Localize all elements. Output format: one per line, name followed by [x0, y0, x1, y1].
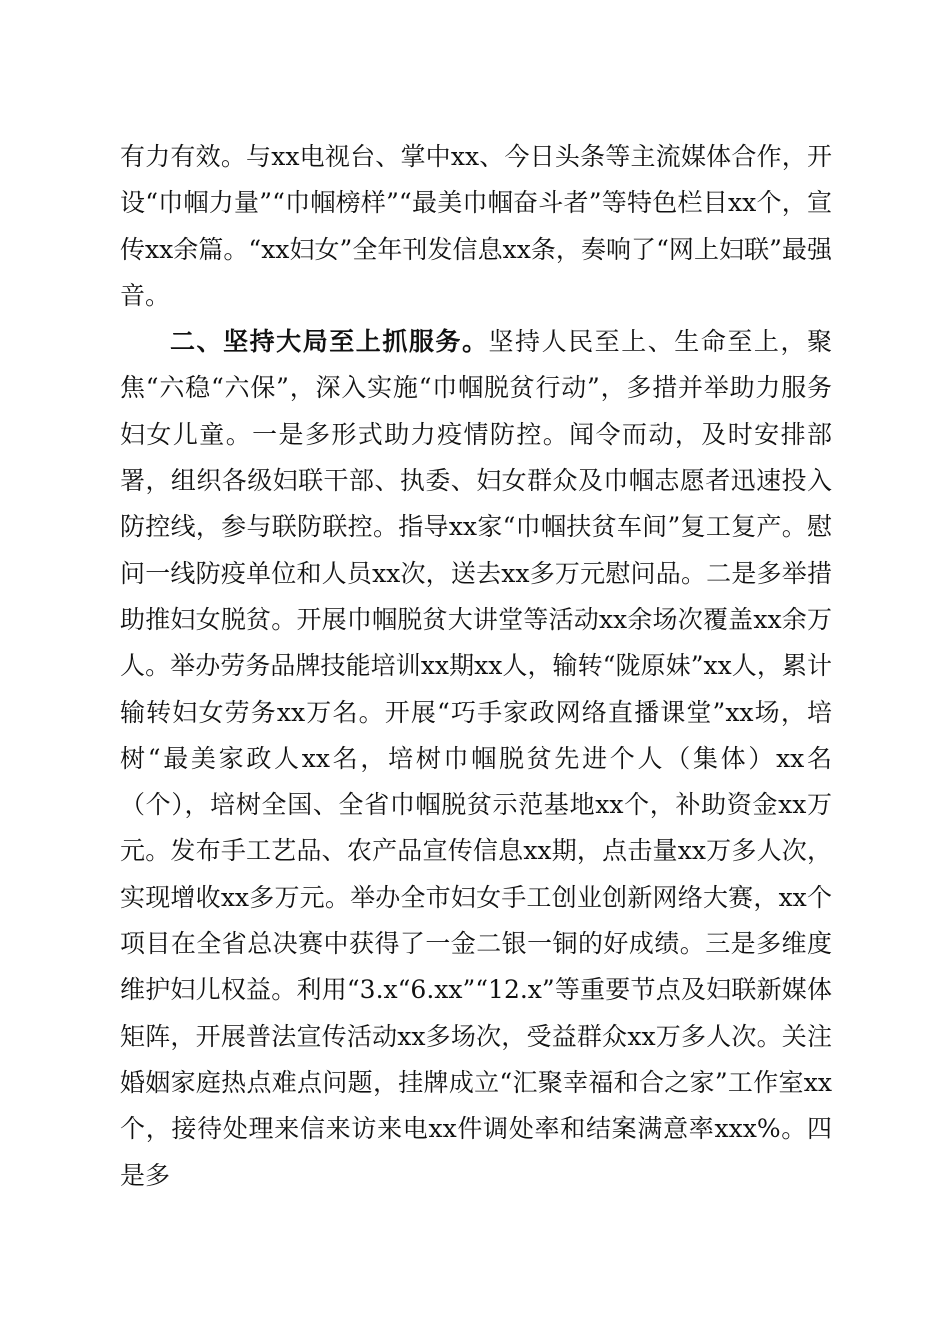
- section-body: 坚持人民至上、生命至上，聚焦“六稳“六保”，深入实施“巾帼脱贫行动”，多措并举助力服务妇女儿童。一是多形式助力疫情防控。闻令而动，及时安排部署，组织各级妇联干部、执委、妇女群众及巾帼志愿者迅速投入防控线，参与联防联控。指导xx家“巾帼扶贫车间”复工复产。慰问一线防疫单位和人员xx次，送去xx多万元慰问品。二是多举措助推妇女脱贫。开展巾帼脱贫大讲堂等活动xx余场次覆盖xx余万人。举办劳务品牌技能培训xx期xx人，输转“陇原妹”xx人，累计输转妇女劳务xx万名。开展“巧手家政网络直播课堂”xx场，培树“最美家政人xx名，培树巾帼脱贫先进个人（集体）xx名（个），培树全国、全省巾帼脱贫示范基地xx个，补助资金xx万元。发布手工艺品、农产品宣传信息xx期，点击量xx万多人次，实现增收xx多万元。举办全市妇女手工创业创新网络大赛，xx个项目在全省总决赛中获得了一金二银一铜的好成绩。三是多维度维护妇儿权益。利用“3.x“6.xx”“12.x”等重要节点及妇联新媒体矩阵，开展普法宣传活动xx多场次，受益群众xx万多人次。关注婚姻家庭热点难点问题，挂牌成立“汇聚幸福和合之家”工作室xx个，接待处理来信来访来电xx件调处率和结案满意率xxx%。四是多: [120, 327, 832, 1190]
- paragraph-media-cooperation: 有力有效。与xx电视台、掌中xx、今日头条等主流媒体合作，开设“巾帼力量”“巾帼榜样”“最美巾帼奋斗者”等特色栏目xx个，宣传xx余篇。“xx妇女”全年刊发信息xx条，奏响了“网上妇联”最强音。: [120, 142, 832, 310]
- section-heading: 二、坚持大局至上抓服务。: [170, 327, 489, 357]
- paragraph-service-section: [120, 319, 832, 1199]
- document-page: [120, 134, 832, 1199]
